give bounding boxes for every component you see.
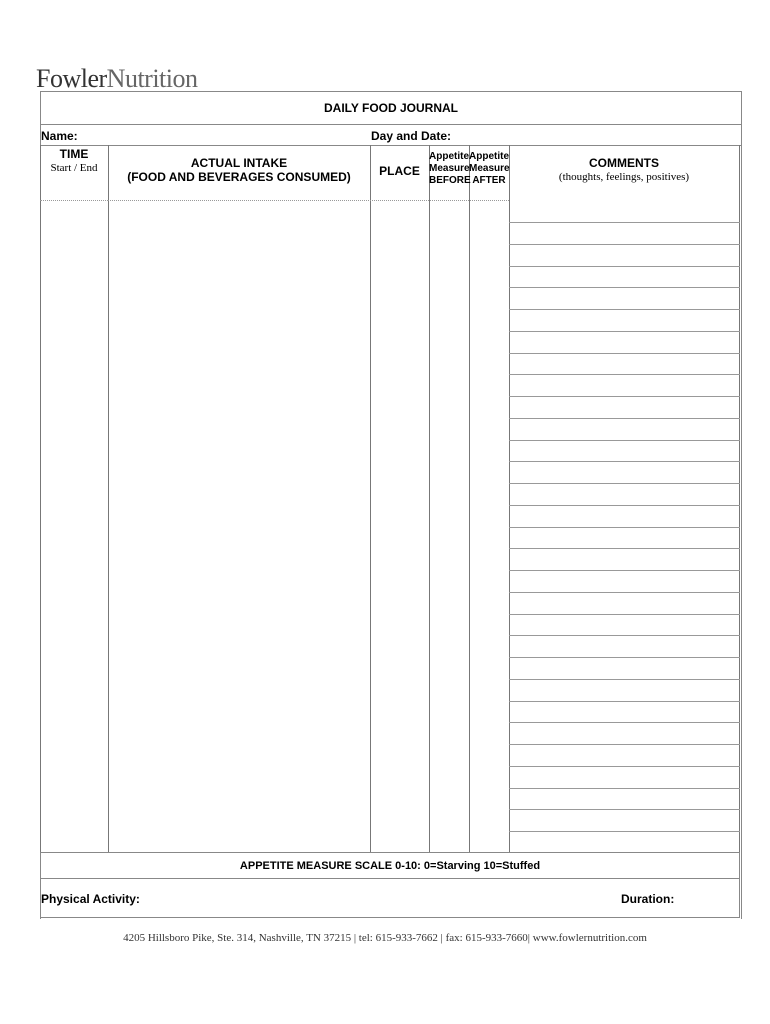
comment-line — [509, 679, 740, 680]
comment-line — [509, 374, 740, 375]
before-line3: BEFORE — [429, 175, 471, 186]
comment-line — [509, 483, 740, 484]
grid-left-edge — [40, 145, 41, 852]
comment-line — [509, 527, 740, 528]
brand-name-part1: Fowler — [36, 64, 107, 93]
after-line2: Measure — [469, 163, 510, 174]
place-column-divider — [429, 145, 430, 852]
activity-row — [40, 879, 740, 918]
footer-contact: 4205 Hillsboro Pike, Ste. 314, Nashville, TN 37215 | tel: 615-933-7662 | fax: 615-933-7660| www.fowlernutrition.com — [123, 932, 647, 944]
comment-line — [509, 222, 740, 223]
comment-line — [509, 505, 740, 506]
before-column-divider — [469, 145, 470, 852]
brand-name-part2: Nutrition — [106, 64, 198, 93]
place-header — [370, 165, 429, 179]
comment-line — [509, 287, 740, 288]
place-title: PLACE — [379, 164, 420, 178]
comment-line — [509, 331, 740, 332]
before-line2: Measure — [429, 163, 470, 174]
journal-title: DAILY FOOD JOURNAL — [323, 101, 458, 115]
comment-line — [509, 353, 740, 354]
title-divider — [41, 124, 741, 125]
comment-line — [509, 418, 740, 419]
comment-line — [509, 440, 740, 441]
brand-logo — [36, 64, 198, 94]
comment-line — [509, 592, 740, 593]
comment-line — [509, 244, 740, 245]
comment-line — [509, 461, 740, 462]
comment-line — [509, 396, 740, 397]
time-subtitle: Start / End — [50, 162, 98, 174]
after-line3: AFTER — [472, 175, 506, 186]
comment-line — [509, 701, 740, 702]
physical-activity-label: Physical Activity: — [41, 892, 140, 906]
header-bottom — [108, 200, 509, 201]
comment-line — [509, 266, 740, 267]
comments-subtitle: (thoughts, feelings, positives) — [558, 171, 690, 183]
comment-line — [509, 744, 740, 745]
time-title: TIME — [59, 147, 89, 161]
journal-grid — [40, 145, 740, 852]
intake-column-divider — [370, 145, 371, 852]
comment-line — [509, 570, 740, 571]
time-column-divider — [108, 145, 109, 852]
comment-line — [509, 657, 740, 658]
comment-line — [509, 548, 740, 549]
intake-subtitle: (FOOD AND BEVERAGES CONSUMED) — [127, 170, 351, 184]
comments-header — [509, 157, 739, 184]
time-header — [40, 148, 108, 175]
comment-line — [509, 831, 740, 832]
after-column-divider — [509, 145, 510, 852]
after-header — [469, 151, 509, 187]
comment-line — [509, 788, 740, 789]
after-line1: Appetite — [469, 151, 509, 162]
comment-line — [509, 809, 740, 810]
comment-line — [509, 614, 740, 615]
time-header-bottom — [40, 200, 108, 201]
comment-line — [509, 722, 740, 723]
intake-title: ACTUAL INTAKE — [190, 156, 288, 170]
comments-title: COMMENTS — [589, 156, 659, 170]
duration-label: Duration: — [621, 892, 675, 906]
name-label: Name: — [41, 129, 78, 143]
before-header — [429, 151, 469, 187]
intake-header — [108, 157, 370, 185]
grid-right-edge — [739, 145, 740, 852]
before-line1: Appetite — [429, 151, 469, 162]
comment-line — [509, 309, 740, 310]
comment-line — [509, 766, 740, 767]
comment-line — [509, 635, 740, 636]
date-label: Day and Date: — [371, 129, 452, 143]
appetite-scale: APPETITE MEASURE SCALE 0-10: 0=Starving 10=Stuffed — [40, 852, 740, 879]
